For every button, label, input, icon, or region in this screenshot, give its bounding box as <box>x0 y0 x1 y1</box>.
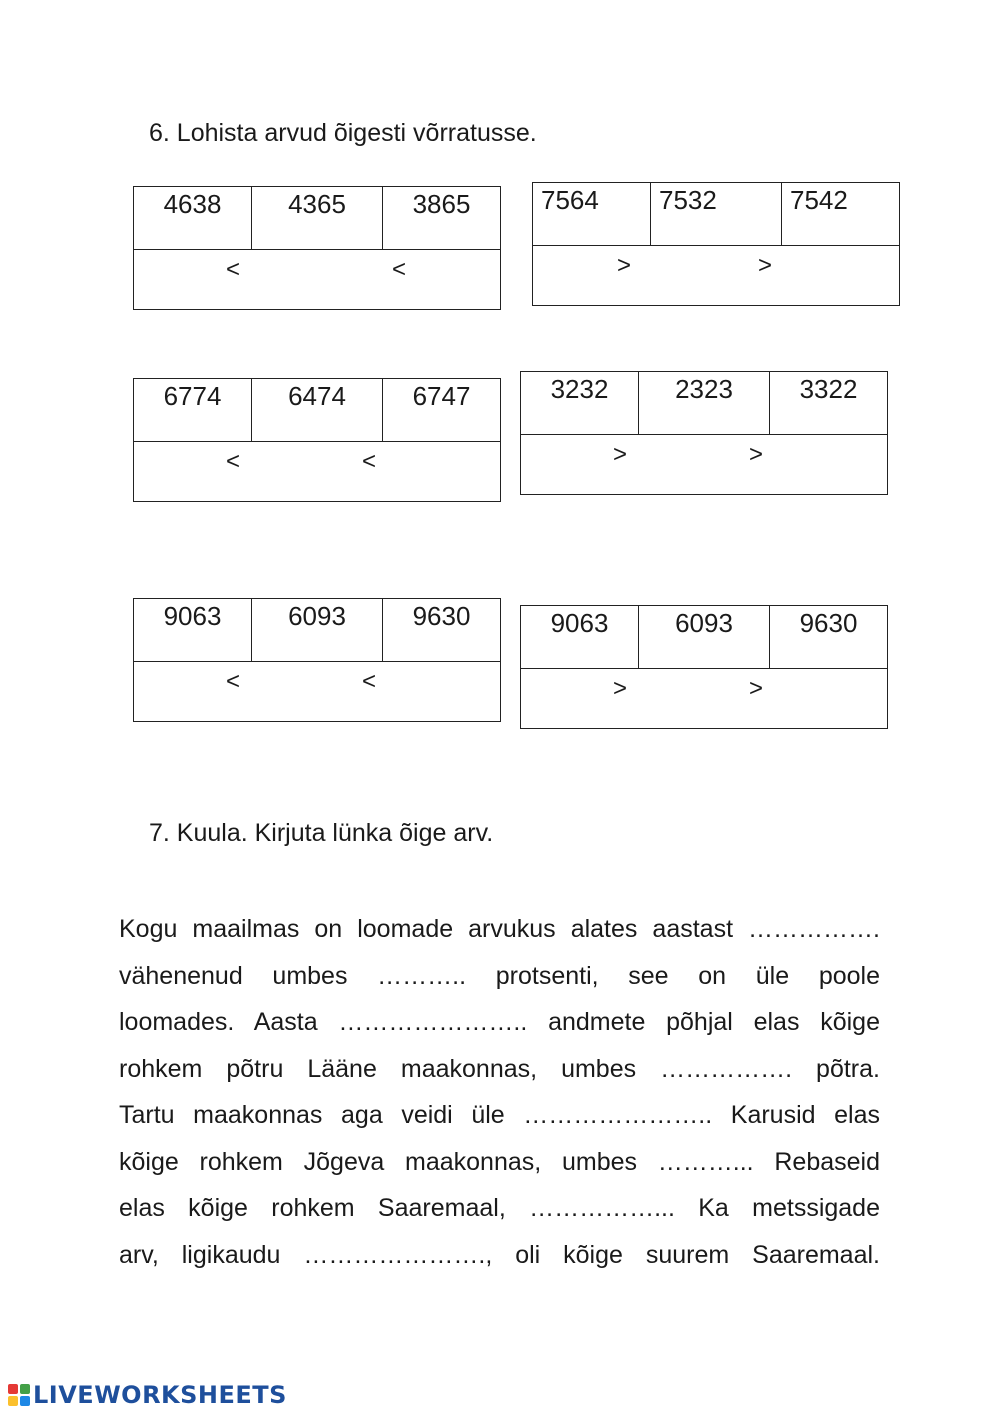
task-6-heading: 6. Lohista arvud õigesti võrratusse. <box>149 119 537 147</box>
number-tile[interactable]: 7532 <box>651 183 782 245</box>
number-tile[interactable]: 6474 <box>252 379 383 441</box>
inequality-box-3 <box>133 378 501 502</box>
number-tile[interactable]: 2323 <box>639 372 770 434</box>
paragraph-line: elas kõige rohkem Saaremaal, ……………... Ka metssigade <box>119 1194 880 1222</box>
paragraph-line: Kogu maailmas on loomade arvukus alates aastast ……………. <box>119 915 880 943</box>
paragraph-line: loomades. Aasta ………………….. andmete põhjal elas kõige <box>119 1008 880 1036</box>
number-tile[interactable]: 9063 <box>134 599 252 661</box>
inequality-box-6 <box>520 605 888 729</box>
comparison-sign: > <box>613 441 628 468</box>
number-tile[interactable]: 4638 <box>134 187 252 249</box>
paragraph-line: Tartu maakonnas aga veidi üle ………………….. Karusid elas <box>119 1101 880 1129</box>
paragraph-line: arv, ligikaudu …………………., oli kõige suurem Saaremaal. <box>119 1240 880 1269</box>
comparison-sign: < <box>362 668 377 695</box>
number-tile[interactable]: 9630 <box>799 608 858 638</box>
logo-square <box>8 1396 18 1406</box>
number-row <box>134 599 500 662</box>
number-tile[interactable]: 9063 <box>521 606 639 668</box>
number-tile[interactable]: 6093 <box>639 606 770 668</box>
paragraph-line: rohkem põtru Lääne maakonnas, umbes ……………. põtra. <box>119 1054 880 1083</box>
inequality-box-2 <box>532 182 900 306</box>
comparison-sign: > <box>758 252 773 279</box>
inequality-box-4 <box>520 371 888 495</box>
number-row <box>134 187 500 250</box>
comparison-sign: < <box>226 668 241 695</box>
number-tile[interactable]: 9630 <box>412 601 471 631</box>
number-tile[interactable]: 6093 <box>252 599 383 661</box>
logo-square <box>8 1384 18 1394</box>
inequality-box-5 <box>133 598 501 722</box>
number-tile[interactable]: 6747 <box>412 381 471 411</box>
logo-square <box>20 1396 30 1406</box>
number-row <box>521 606 887 669</box>
logo-text: LIVEWORKSHEETS <box>33 1381 287 1409</box>
inequality-box-1 <box>133 186 501 310</box>
logo-square <box>20 1384 30 1394</box>
comparison-sign: < <box>226 256 241 283</box>
number-tile[interactable]: 6774 <box>134 379 252 441</box>
comparison-sign: > <box>617 252 632 279</box>
comparison-sign: < <box>362 448 377 475</box>
number-row <box>533 183 899 246</box>
paragraph-line: kõige rohkem Jõgeva maakonnas, umbes ………... Rebaseid <box>119 1147 880 1176</box>
number-tile[interactable]: 7564 <box>533 183 651 245</box>
number-tile[interactable]: 3232 <box>521 372 639 434</box>
listening-paragraph <box>119 906 880 1278</box>
task-7-heading: 7. Kuula. Kirjuta lünka õige arv. <box>149 819 494 847</box>
liveworksheets-logo-icon <box>8 1384 30 1406</box>
number-tile[interactable]: 7542 <box>790 185 848 215</box>
comparison-sign: < <box>392 256 407 283</box>
number-row <box>521 372 887 435</box>
number-tile[interactable]: 4365 <box>252 187 383 249</box>
number-tile[interactable]: 3322 <box>799 374 858 404</box>
number-tile[interactable]: 3865 <box>412 189 471 219</box>
comparison-sign: > <box>749 441 764 468</box>
paragraph-line: vähenenud umbes ……….. protsenti, see on üle poole <box>119 961 880 990</box>
comparison-sign: > <box>749 675 764 702</box>
comparison-sign: < <box>226 448 241 475</box>
number-row <box>134 379 500 442</box>
liveworksheets-logo[interactable] <box>8 1380 287 1410</box>
comparison-sign: > <box>613 675 628 702</box>
